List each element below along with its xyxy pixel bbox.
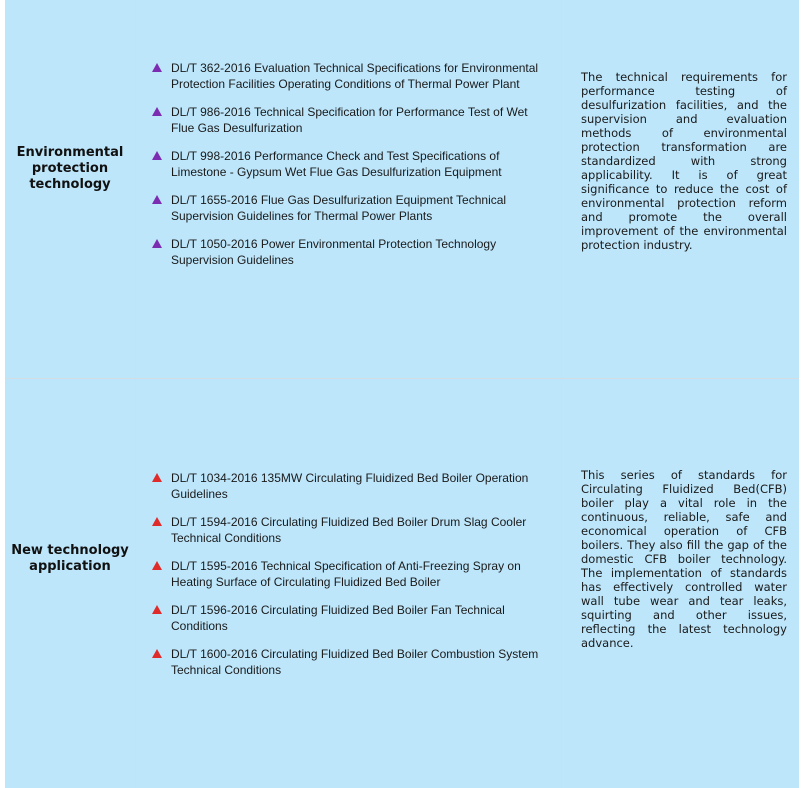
row-divider xyxy=(5,378,799,379)
standard-item: DL/T 1600-2016 Circulating Fluidized Bed Boiler Combustion System Technical Conditions xyxy=(151,646,551,678)
column-divider xyxy=(135,0,136,788)
triangle-bullet-icon xyxy=(152,473,162,482)
triangle-bullet-icon xyxy=(152,151,162,160)
triangle-bullet-icon xyxy=(152,649,162,658)
standard-item: DL/T 986-2016 Technical Specification for Performance Test of Wet Flue Gas Desulfurization xyxy=(151,104,551,136)
standard-item: DL/T 1594-2016 Circulating Fluidized Bed Boiler Drum Slag Cooler Technical Conditions xyxy=(151,514,551,546)
row-description: This series of standards for Circulating Fluidized Bed(CFB) boiler play a vital role in the continuous, reliable, safe and economical operation of CFB boilers. They also fill the gap of the domestic CFB boiler technology. The implementation of standards has effectively controlled water wall tube wear and tear leaks, squirting and other issues, reflecting the latest technology advance. xyxy=(581,468,787,650)
triangle-bullet-icon xyxy=(152,63,162,72)
standard-item: DL/T 998-2016 Performance Check and Test Specifications of Limestone - Gypsum Wet Flue Gas Desulfurization Equipment xyxy=(151,148,551,180)
standard-item: DL/T 1034-2016 135MW Circulating Fluidized Bed Boiler Operation Guidelines xyxy=(151,470,551,502)
triangle-bullet-icon xyxy=(152,195,162,204)
standards-table xyxy=(5,0,799,788)
column-divider xyxy=(561,0,562,788)
triangle-bullet-icon xyxy=(152,605,162,614)
standards-list xyxy=(151,470,551,690)
standard-item: DL/T 1655-2016 Flue Gas Desulfurization Equipment Technical Supervision Guidelines for Thermal Power Plants xyxy=(151,192,551,224)
triangle-bullet-icon xyxy=(152,107,162,116)
triangle-bullet-icon xyxy=(152,239,162,248)
triangle-bullet-icon xyxy=(152,517,162,526)
standard-item: DL/T 362-2016 Evaluation Technical Specifications for Environmental Protection Facilities Operating Conditions of Thermal Power Plant xyxy=(151,60,551,92)
standard-item: DL/T 1595-2016 Technical Specification of Anti-Freezing Spray on Heating Surface of Circulating Fluidized Bed Boiler xyxy=(151,558,551,590)
row-category: New technology application xyxy=(11,543,129,574)
standard-item: DL/T 1596-2016 Circulating Fluidized Bed Boiler Fan Technical Conditions xyxy=(151,602,551,634)
row-category: Environmental protection technology xyxy=(16,145,124,192)
triangle-bullet-icon xyxy=(152,561,162,570)
standards-list xyxy=(151,60,551,280)
row-description: The technical requirements for performance testing of desulfurization facilities, and the supervision and evaluation methods of environmental protection transformation are standardized with strong applicability. It is of great significance to reduce the cost of environmental protection reform and promote the overall improvement of the environmental protection industry. xyxy=(581,70,787,252)
standard-item: DL/T 1050-2016 Power Environmental Protection Technology Supervision Guidelines xyxy=(151,236,551,268)
